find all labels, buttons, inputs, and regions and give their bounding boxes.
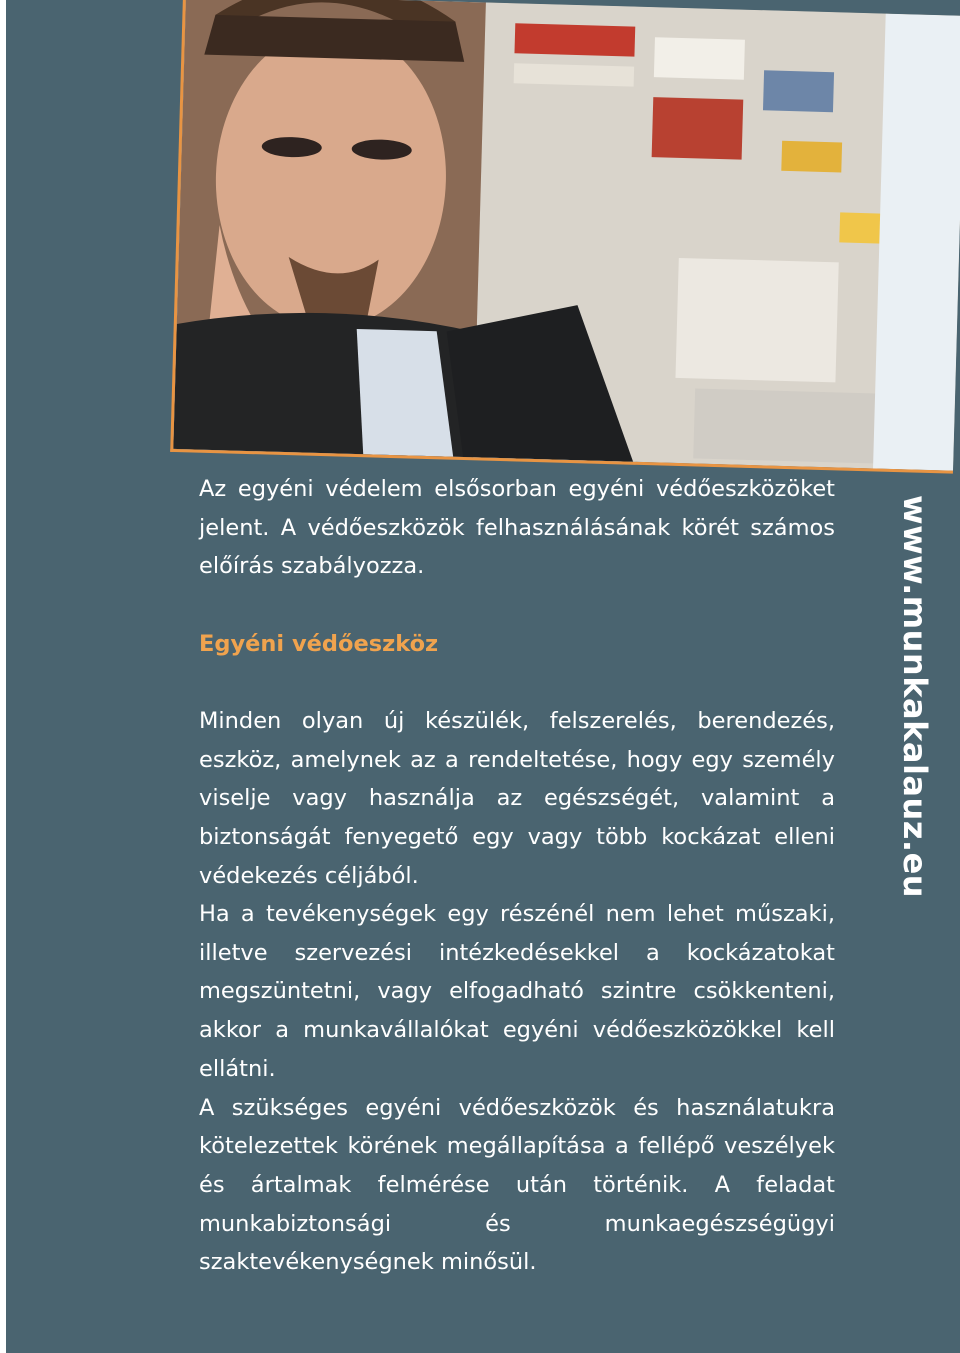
definition-paragraph xyxy=(199,702,835,896)
website-url[interactable]: www.munkakalauz.eu xyxy=(896,495,934,899)
photo-man-in-shop xyxy=(170,0,960,474)
photo-illustration xyxy=(173,0,960,471)
intro-paragraph xyxy=(199,470,835,586)
body-paragraph-1: Ha a tevékenységek egy részénél nem lehet műszaki, illetve szervezési intézkedésekkel a kockázatokat megszüntetni, vagy elfogadható szintre csökkenteni, akkor a munkavállalókat egyéni védőeszközökkel kell ellátni. xyxy=(199,901,835,1082)
definition-text: Minden olyan új készülék, felszerelés, berendezés, eszköz, amelynek az a rendeltetése, hogy egy személy viselje vagy használja az egészségét, valamint a biztonságát fenyegető egy vagy több kockázat elleni védekezés céljából. xyxy=(199,708,835,889)
intro-text: Az egyéni védelem elsősorban egyéni védőeszközöket jelent. A védőeszközök felhasználásának körét számos előírás szabályozza. xyxy=(199,476,835,580)
body-paragraphs xyxy=(199,895,835,1282)
body-paragraph-2: A szükséges egyéni védőeszközök és használatukra kötelezettek körének megállapítása a fellépő veszélyek és ártalmak felmérése után történik. A feladat munkabiztonsági és munkaegészségügyi szaktevékenységnek minősül. xyxy=(199,1094,835,1276)
section-heading: Egyéni védőeszköz xyxy=(199,631,439,657)
